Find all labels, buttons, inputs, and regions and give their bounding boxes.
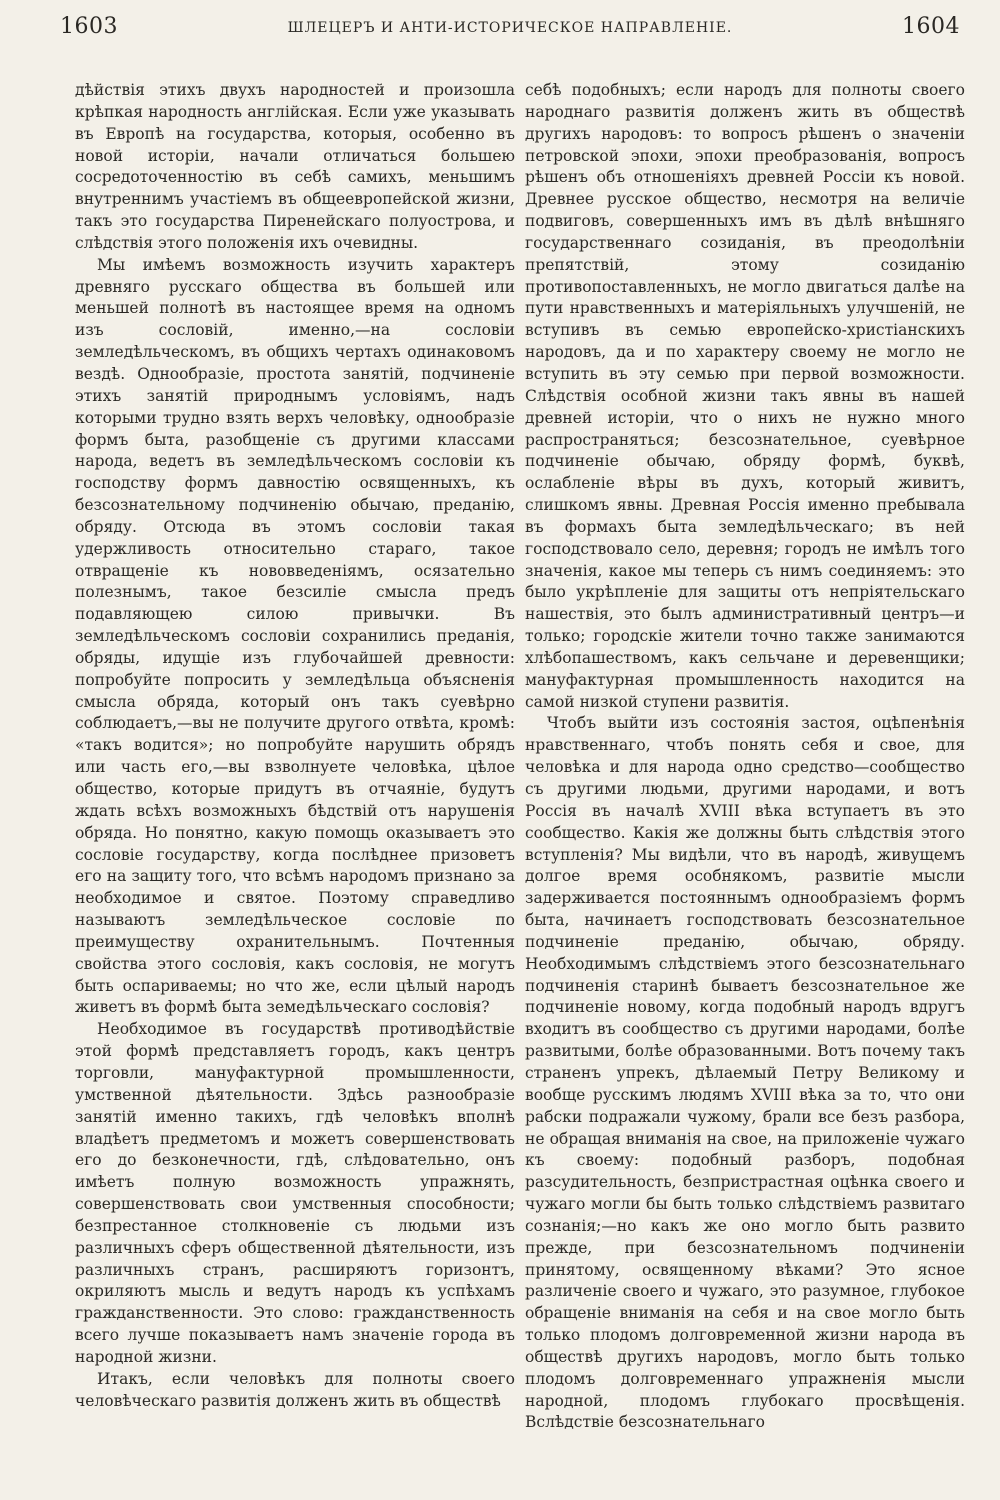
running-title: ШЛЕЦЕРЪ И АНТИ-ИСТОРИЧЕСКОЕ НАПРАВЛЕНІЕ. <box>287 20 733 36</box>
paragraph: Необходимое въ государствѣ противодѣйствіе этой формѣ представляетъ городъ, какъ центръ торговли, мануфактурной промышленности, умственной дѣятельности. Здѣсь разнообразіе занятій именно такихъ, гдѣ человѣкъ вполнѣ владѣетъ предметомъ и можетъ совершенствовать его до безконечности, гдѣ, слѣдовательно, онъ имѣетъ полную возможность упражнять, совершенствовать свои умственныя способности; безпрестанное столкновеніе съ людьми изъ различныхъ сферъ общественной дѣятельности, изъ различныхъ странъ, расширяютъ горизонтъ, окриляютъ мысль и ведутъ народъ къ успѣхамъ гражданственности. Это слово: гражданственность всего лучше показываетъ намъ значеніе города въ народной жизни. <box>75 1020 515 1366</box>
paragraph: дѣйствія этихъ двухъ народностей и произошла крѣпкая народность англійская. Если уже указывать въ Европѣ на государства, которыя, особенно въ новой исторіи, начали отличаться большею сосредоточенностію въ себѣ самихъ, меньшимъ внутреннимъ участіемъ въ общеевропейской жизни, такъ это государства Пиренейскаго полуострова, и слѣдствія этого положенія ихъ очевидны. <box>75 81 515 252</box>
paragraph: себѣ подобныхъ; если народъ для полноты своего народнаго развитія долженъ жить въ обществѣ другихъ народовъ: то вопросъ рѣшенъ о значеніи петровской эпохи, эпохи преобразованія, вопросъ рѣшенъ объ отношеніяхъ древней Россіи къ новой. Древнее русское общество, несмотря на величіе подвиговъ, совершенныхъ имъ въ дѣлѣ внѣшняго государственнаго созиданія, въ преодолѣніи препятствій, этому созиданію противопоставленныхъ, не могло двигаться далѣе на пути нравственныхъ и матеріяльныхъ улучшеній, не вступивъ въ семью европейско-христіанскихъ народовъ, да и по характеру своему не могло не вступить въ эту семью при первой возможности. Слѣдствія особной жизни такъ явны въ нашей древней исторіи, что о нихъ не нужно много распространяться; безсознательное, суевѣрное подчиненіе обычаю, обряду формѣ, буквѣ, ослабленіе вѣры въ духъ, который живитъ, слишкомъ явны. Древная Россія именно пребывала въ формахъ быта земледѣльческаго; въ ней господствовало село, деревня; городъ не имѣлъ того значенія, какое мы теперь съ нимъ соединяемъ: это было укрѣпленіе для защиты отъ непріятельскаго нашествія, это былъ административный центръ—и только; городскіе жители точно также занимаются хлѣбопашествомъ, какъ сельчане и деревенщики; мануфактурная промышленность находится на самой низкой ступени развитія. <box>525 81 965 711</box>
paragraph: Чтобъ выйти изъ состоянія застоя, оцѣпенѣнія нравственнаго, чтобъ понять себя и свое, для человѣка и для народа одно средство—сообщество съ другими людьми, другими народами, и вотъ Россія въ началѣ XVIII вѣка вступаетъ въ это сообщество. Какія же должны быть слѣдствія этого вступленія? Мы видѣли, что въ народѣ, живущемъ долгое время особнякомъ, развитіе мысли задерживается постояннымъ однообразіемъ формъ быта, начинаетъ господствовать безсознательное подчиненіе преданію, обычаю, обряду. Необходимымъ слѣдствіемъ этого безсознательнаго подчиненія старинѣ бываетъ безсознательное же подчиненіе новому, когда подобный народъ вдругъ входитъ въ сообщество съ другими народами, болѣе развитыми, болѣе образованными. Вотъ почему такъ страненъ упрекъ, дѣлаемый Петру Великому и вообще русскимъ людямъ XVIII вѣка за то, что они рабски подражали чужому, брали все безъ разбора, не обращая вниманія на свое, на приложеніе чужаго къ своему: подобный разборъ, подобная разсудительность, безпристрастная оцѣнка своего и чужаго могли бы быть только слѣдствіемъ развитаго сознанія;—но какъ же оно могло быть развито прежде, при безсознательномъ подчиненіи принятому, освященному вѣками? Это ясное различеніе своего и чужаго, это разумное, глубокое обращеніе вниманія на себя и на свое могло быть только плодомъ долговременной жизни народа въ обществѣ другихъ народовъ, могло быть только плодомъ долговременнаго упражненія мысли народной, плодомъ глубокаго просвѣщенія. Вслѣдствіе безсознательнаго <box>525 714 965 1432</box>
paragraph: Мы имѣемъ возможность изучить характеръ древняго русскаго общества въ большей или меньшей полнотѣ въ настоящее время на одномъ изъ сословій, именно,—на сословіи земледѣльческомъ, въ общихъ чертахъ одинаковомъ вездѣ. Однообразіе, простота занятій, подчиненіе этихъ занятій природнымъ условіямъ, надъ которыми трудно взять верхъ человѣку, однообразіе формъ быта, разобщеніе съ другими классами народа, ведетъ въ земледѣльческомъ сословіи къ господству формъ давностію освященныхъ, къ безсознательному подчиненію обычаю, преданію, обряду. Отсюда въ этомъ сословіи такая удержливость относительно стараго, такое отвращеніе къ нововведеніямъ, осязательно полезнымъ, такое безсиліе смысла предъ подавляющею силою привычки. Въ земледѣльческомъ сословіи сохранились преданія, обряды, идущіе изъ глубочайшей древности: попробуйте попросить у земледѣльца объясненія смысла обряда, который онъ такъ суевѣрно соблюдаетъ,—вы не получите другого отвѣта, кромѣ: «такъ водится»; но попробуйте нарушить обрядъ или часть его,—вы взволнуете человѣка, цѣлое общество, которые придутъ въ отчаяніе, будутъ ждать всѣхъ возможныхъ бѣдствій отъ нарушенія обряда. Но понятно, какую помощь оказываетъ это сословіе государству, когда послѣднее призоветъ его на защиту того, что всѣмъ народомъ признано за необходимое и святое. Поэтому справедливо называютъ земледѣльческое сословіе по преимуществу охранительнымъ. Почтенныя свойства этого сословія, какъ сословія, не могутъ быть оспариваемы; но что же, если цѣлый народъ живетъ въ формѣ быта земедѣльческаго сословія? <box>75 255 515 1017</box>
right-column <box>525 80 965 1480</box>
page-number-left: 1603 <box>60 14 118 39</box>
page-header <box>60 8 960 48</box>
page-number-right: 1604 <box>902 14 960 39</box>
paragraph: Итакъ, если человѣкъ для полноты своего человѣческаго развитія долженъ жить въ обществѣ <box>75 1369 515 1410</box>
left-column <box>75 80 515 1480</box>
